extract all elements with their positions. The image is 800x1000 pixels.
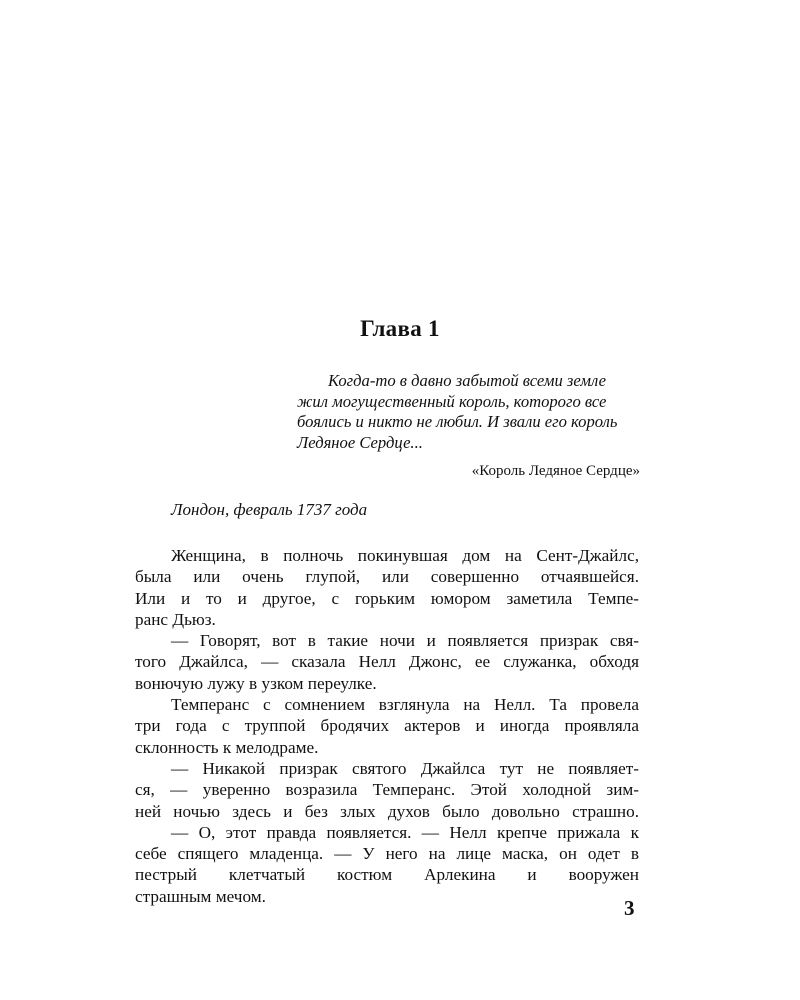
epigraph-line: боялись и никто не любил. И звали его король xyxy=(297,412,618,432)
body-line: была или очень глупой, или совершенно отчаявшейся. xyxy=(135,567,639,587)
chapter-title: Глава 1 xyxy=(360,316,440,341)
epigraph-line: Ледяное Сердце... xyxy=(297,432,423,452)
body-line: Женщина, в полночь покинувшая дом на Сент-Джайлс, xyxy=(171,546,639,565)
body-line: ранс Дьюз. xyxy=(135,609,216,629)
page-number: 3 xyxy=(624,896,635,920)
epigraph-source: «Король Ледяное Сердце» xyxy=(471,463,640,479)
epigraph xyxy=(297,371,641,453)
body-line: Или и то и другое, с горьким юмором заметила Темпе- xyxy=(135,588,639,608)
body-line: вонючую лужу в узком переулке. xyxy=(135,673,377,693)
body-line: — Никакой призрак святого Джайлса тут не появляет- xyxy=(171,758,639,778)
body-line: страшным мечом. xyxy=(135,886,266,906)
body-line: пестрый клетчатый костюм Арлекина и вооружен xyxy=(135,865,639,885)
body-line: ней ночью здесь и без злых духов было довольно страшно. xyxy=(135,801,639,821)
body-line: ся, — уверенно возразила Темперанс. Этой холодной зим- xyxy=(135,780,639,800)
place-date: Лондон, февраль 1737 года xyxy=(171,500,368,519)
body-line: — Говорят, вот в такие ночи и появляется призрак свя- xyxy=(171,631,639,651)
body-line: себе спящего младенца. — У него на лице маска, он одет в xyxy=(135,844,639,864)
body-text xyxy=(135,545,639,907)
epigraph-line: жил могущественный король, которого все xyxy=(297,391,607,411)
epigraph-line: Когда-то в давно забытой всеми земле xyxy=(328,371,606,390)
body-line: — О, этот правда появляется. — Нелл крепче прижала к xyxy=(171,822,639,842)
body-line: того Джайлса, — сказала Нелл Джонс, ее служанка, обходя xyxy=(135,652,639,672)
body-line: Темперанс с сомнением взглянула на Нелл. Та провела xyxy=(171,695,639,715)
body-line: три года с труппой бродячих актеров и иногда проявляла xyxy=(135,716,639,736)
body-line: склонность к мелодраме. xyxy=(135,737,319,757)
